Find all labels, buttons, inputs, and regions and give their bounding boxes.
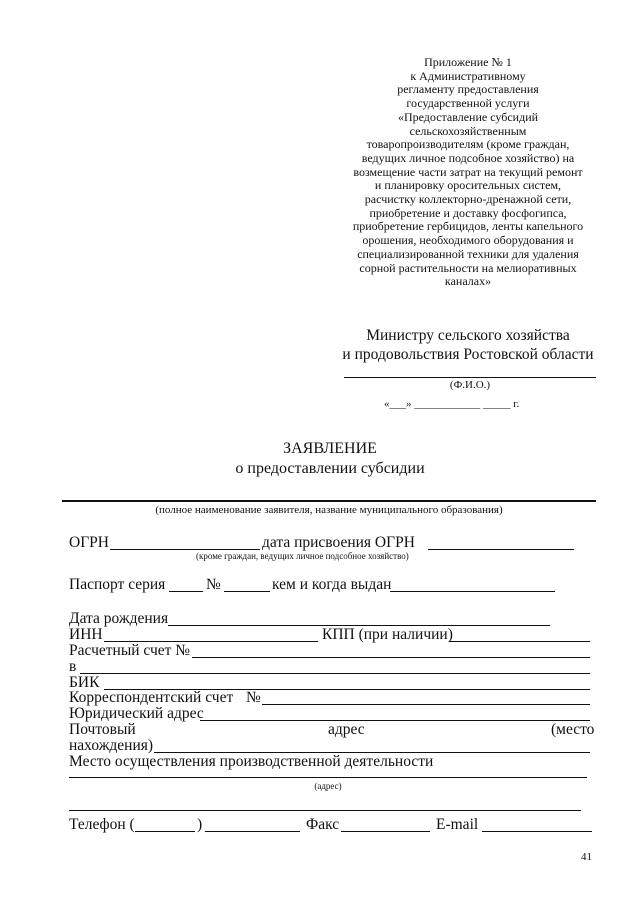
phone-close-paren: )	[197, 816, 203, 833]
email-input[interactable]	[482, 831, 592, 832]
addressee-block	[330, 326, 606, 364]
kpp-input[interactable]	[449, 641, 590, 642]
ogrn-input[interactable]	[110, 549, 260, 550]
ogrn-label: ОГРН	[69, 534, 109, 551]
bank-label: в	[69, 658, 77, 675]
phone-input[interactable]	[205, 831, 300, 832]
appendix-line: специализированной техники для удаления	[357, 246, 579, 261]
inn-label: ИНН	[69, 626, 103, 643]
passport-number-input[interactable]	[224, 591, 270, 592]
bank-input[interactable]	[80, 673, 590, 674]
account-input[interactable]	[192, 657, 590, 658]
corr-account-label: Корреспондентский счет	[69, 689, 234, 706]
passport-series-input[interactable]	[169, 591, 203, 592]
appendix-line: приобретение гербицидов, ленты капельного	[352, 219, 584, 234]
account-label: Расчетный счет №	[69, 642, 191, 659]
postal-label-1: Почтовый	[69, 721, 136, 738]
phone-code-input[interactable]	[135, 831, 195, 832]
postal-label-3: (место	[551, 721, 595, 738]
appendix-line: государственной услуги	[406, 96, 530, 111]
ogrn-date-label: дата присвоения ОГРН	[262, 534, 415, 551]
appendix-line: сельскохозяйственным	[409, 123, 527, 138]
appendix-line: товаропроизводителям (кроме граждан,	[366, 137, 570, 152]
postal-label-2: адрес	[328, 721, 365, 738]
production-place-input-2[interactable]	[69, 810, 581, 811]
document-title: ЗАЯВЛЕНИЕ	[283, 440, 377, 457]
appendix-line: орошения, необходимого оборудования и	[362, 233, 574, 248]
fax-label: Факс	[306, 816, 340, 833]
bik-label: БИК	[69, 674, 100, 691]
appendix-line: возмещение части затрат на текущий ремонт	[353, 164, 583, 179]
legal-address-label: Юридический адрес	[69, 705, 204, 722]
passport-issued-label: кем и когда выдан	[272, 576, 392, 593]
applicant-caption: (полное наименование заявителя, название муниципального образования)	[155, 504, 503, 516]
appendix-line: приобретение и доставку фосфогипса,	[369, 205, 567, 220]
fio-caption: (Ф.И.О.)	[449, 379, 491, 391]
ogrn-note: (кроме граждан, ведущих личное подсобное хозяйство)	[196, 551, 409, 561]
appendix-block	[333, 56, 603, 289]
production-place-label: Место осуществления производственной деятельности	[69, 753, 434, 770]
birth-date-label: Дата рождения	[69, 610, 169, 627]
corr-account-number-label: №	[246, 689, 261, 706]
phone-label: Телефон (	[69, 816, 135, 833]
appendix-line: регламенту предоставления	[397, 82, 539, 97]
passport-number-label: №	[206, 576, 221, 593]
addressee-line-2: и продовольствия Ростовской области	[342, 346, 594, 363]
appendix-line: Приложение № 1	[424, 55, 512, 69]
page-number: 41	[581, 851, 592, 863]
appendix-line: расчистку коллекторно-дренажной сети,	[364, 192, 572, 207]
applicant-name-line[interactable]	[62, 500, 596, 502]
appendix-line: «Предоставление субсидий	[397, 109, 539, 124]
appendix-line: сорной растительности на мелиоративных	[359, 260, 577, 275]
appendix-line: и планировку оросительных систем,	[374, 178, 562, 193]
passport-series-label: Паспорт серия	[69, 576, 166, 593]
fax-input[interactable]	[341, 831, 430, 832]
corr-account-input[interactable]	[262, 704, 590, 705]
postal-label-4: нахождения)	[69, 737, 154, 754]
document-subtitle: о предоставлении субсидии	[235, 460, 425, 477]
appendix-line: ведущих личное подсобное хозяйство) на	[361, 150, 575, 165]
date-line[interactable]: «___» ____________ _____ г.	[384, 398, 520, 410]
passport-issued-input[interactable]	[390, 591, 555, 592]
legal-address-input[interactable]	[200, 720, 590, 721]
address-caption: (адрес)	[314, 781, 342, 791]
appendix-line: к Административному	[410, 68, 526, 83]
ogrn-date-input[interactable]	[428, 549, 574, 550]
email-label: E-mail	[436, 816, 479, 833]
production-place-input[interactable]	[69, 777, 587, 778]
addressee-line-1: Министру сельского хозяйства	[366, 327, 570, 344]
kpp-label: КПП (при наличии)	[322, 626, 453, 643]
appendix-line: каналах»	[444, 274, 492, 289]
fio-line[interactable]	[344, 377, 596, 378]
